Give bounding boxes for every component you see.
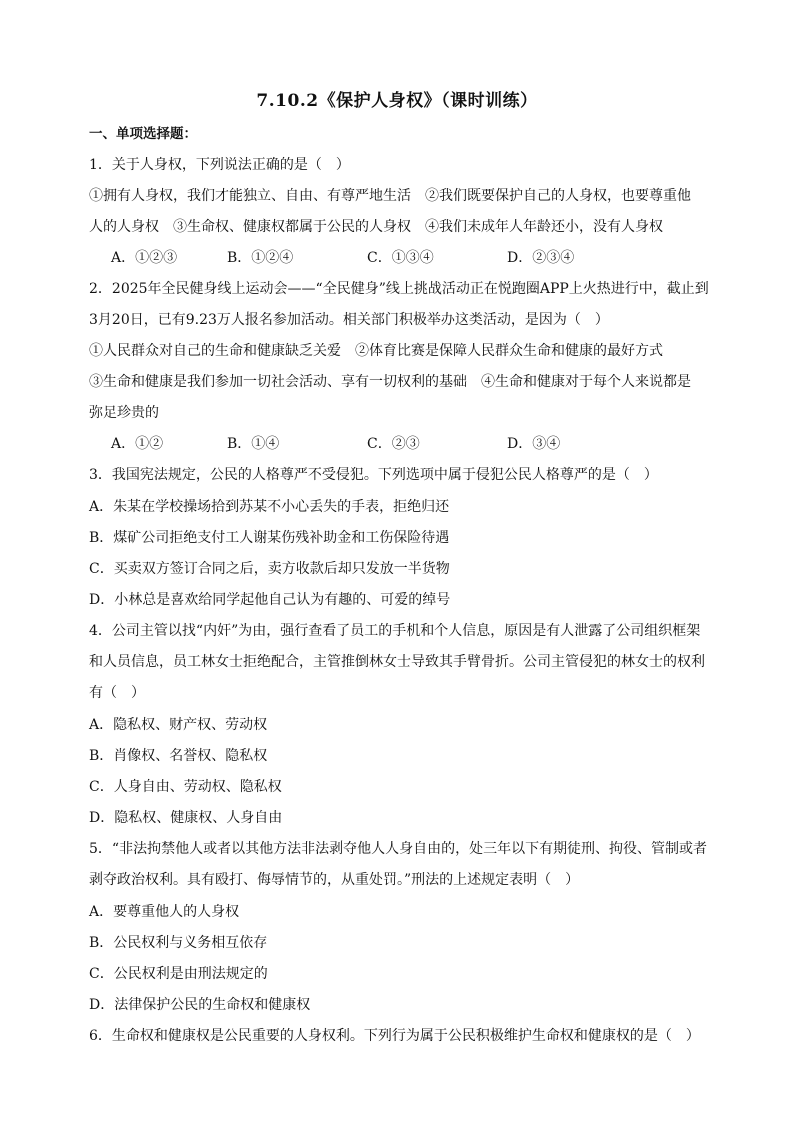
question-5-option-a[interactable]: A．要尊重他人的人身权 bbox=[89, 904, 240, 920]
question-4-option-c[interactable]: C．人身自由、劳动权、隐私权 bbox=[89, 779, 282, 795]
question-4-stem-line: 4．公司主管以找“内奸”为由，强行查看了员工的手机和个人信息，原因是有人泄露了公司组织框架 bbox=[89, 623, 701, 639]
question-4-option-d[interactable]: D．隐私权、健康权、人身自由 bbox=[89, 810, 283, 826]
question-1-statement-line: 人的人身权 ③生命权、健康权都属于公民的人身权 ④我们未成年人年龄还小，没有人身权 bbox=[89, 219, 663, 235]
question-4-option-b[interactable]: B．肖像权、名誉权、隐私权 bbox=[89, 748, 268, 764]
question-4-option-a[interactable]: A．隐私权、财产权、劳动权 bbox=[89, 717, 268, 733]
page-title: 7.10.2《保护人身权》（课时训练） bbox=[256, 91, 538, 111]
question-5-option-c[interactable]: C．公民权利是由刑法规定的 bbox=[89, 966, 268, 982]
question-2-statement-line: ③生命和健康是我们参加一切社会活动、享有一切权利的基础 ④生命和健康对于每个人来说都是 bbox=[89, 374, 691, 390]
question-3-option-c[interactable]: C．买卖双方签订合同之后，卖方收款后却只发放一半货物 bbox=[89, 561, 450, 577]
question-1-option-d[interactable]: D．②③④ bbox=[507, 250, 575, 266]
question-3-option-d[interactable]: D．小林总是喜欢给同学起他自己认为有趣的、可爱的绰号 bbox=[89, 592, 451, 608]
question-2-option-d[interactable]: D．③④ bbox=[507, 436, 561, 452]
question-4-stem-line: 和人员信息，员工林女士拒绝配合，主管推倒林女士导致其手臂骨折。公司主管侵犯的林女士的权利 bbox=[89, 654, 705, 670]
question-1-stem: 1．关于人身权，下列说法正确的是（ ） bbox=[89, 157, 350, 173]
section-heading: 一、单项选择题： bbox=[89, 126, 197, 142]
question-1-option-c[interactable]: C．①③④ bbox=[367, 250, 434, 266]
question-2-option-b[interactable]: B．①④ bbox=[227, 436, 280, 452]
question-5-stem-line: 5．“非法拘禁他人或者以其他方法非法剥夺他人人身自由的，处三年以下有期徒刑、拘役、管制或者 bbox=[89, 841, 708, 857]
question-2-stem-line: 2．2025年全民健身线上运动会——“全民健身”线上挑战活动正在悦跑圈APP上火热进行中，截止到 bbox=[89, 281, 709, 297]
question-3-option-a[interactable]: A．朱某在学校操场拾到苏某不小心丢失的手表，拒绝归还 bbox=[89, 499, 450, 515]
question-1-option-a[interactable]: A．①②③ bbox=[111, 250, 178, 266]
question-3-stem: 3．我国宪法规定，公民的人格尊严不受侵犯。下列选项中属于侵犯公民人格尊严的是（ ） bbox=[89, 467, 658, 483]
question-2-statement-line: ①人民群众对自己的生命和健康缺乏关爱 ②体育比赛是保障人民群众生命和健康的最好方式 bbox=[89, 343, 663, 359]
question-4-stem-line: 有（ ） bbox=[89, 685, 145, 701]
question-5-stem-line: 剥夺政治权利。具有殴打、侮辱情节的，从重处罚。”刑法的上述规定表明（ ） bbox=[89, 872, 580, 888]
question-5-option-d[interactable]: D．法律保护公民的生命权和健康权 bbox=[89, 997, 311, 1013]
question-1-option-b[interactable]: B．①②④ bbox=[227, 250, 294, 266]
question-1-statement-line: ①拥有人身权，我们才能独立、自由、有尊严地生活 ②我们既要保护自己的人身权，也要尊重他 bbox=[89, 188, 691, 204]
question-3-option-b[interactable]: B．煤矿公司拒绝支付工人谢某伤残补助金和工伤保险待遇 bbox=[89, 530, 450, 546]
question-2-option-c[interactable]: C．②③ bbox=[367, 436, 420, 452]
question-5-option-b[interactable]: B．公民权利与义务相互依存 bbox=[89, 935, 268, 951]
question-2-option-a[interactable]: A．①② bbox=[111, 436, 164, 452]
question-2-statement-line: 弥足珍贵的 bbox=[89, 405, 159, 421]
question-6-stem: 6．生命权和健康权是公民重要的人身权利。下列行为属于公民积极维护生命权和健康权的是（ ） bbox=[89, 1028, 700, 1044]
question-2-stem-line: 3月20日，已有9.23万人报名参加活动。相关部门积极举办这类活动，是因为（ ） bbox=[89, 312, 609, 328]
